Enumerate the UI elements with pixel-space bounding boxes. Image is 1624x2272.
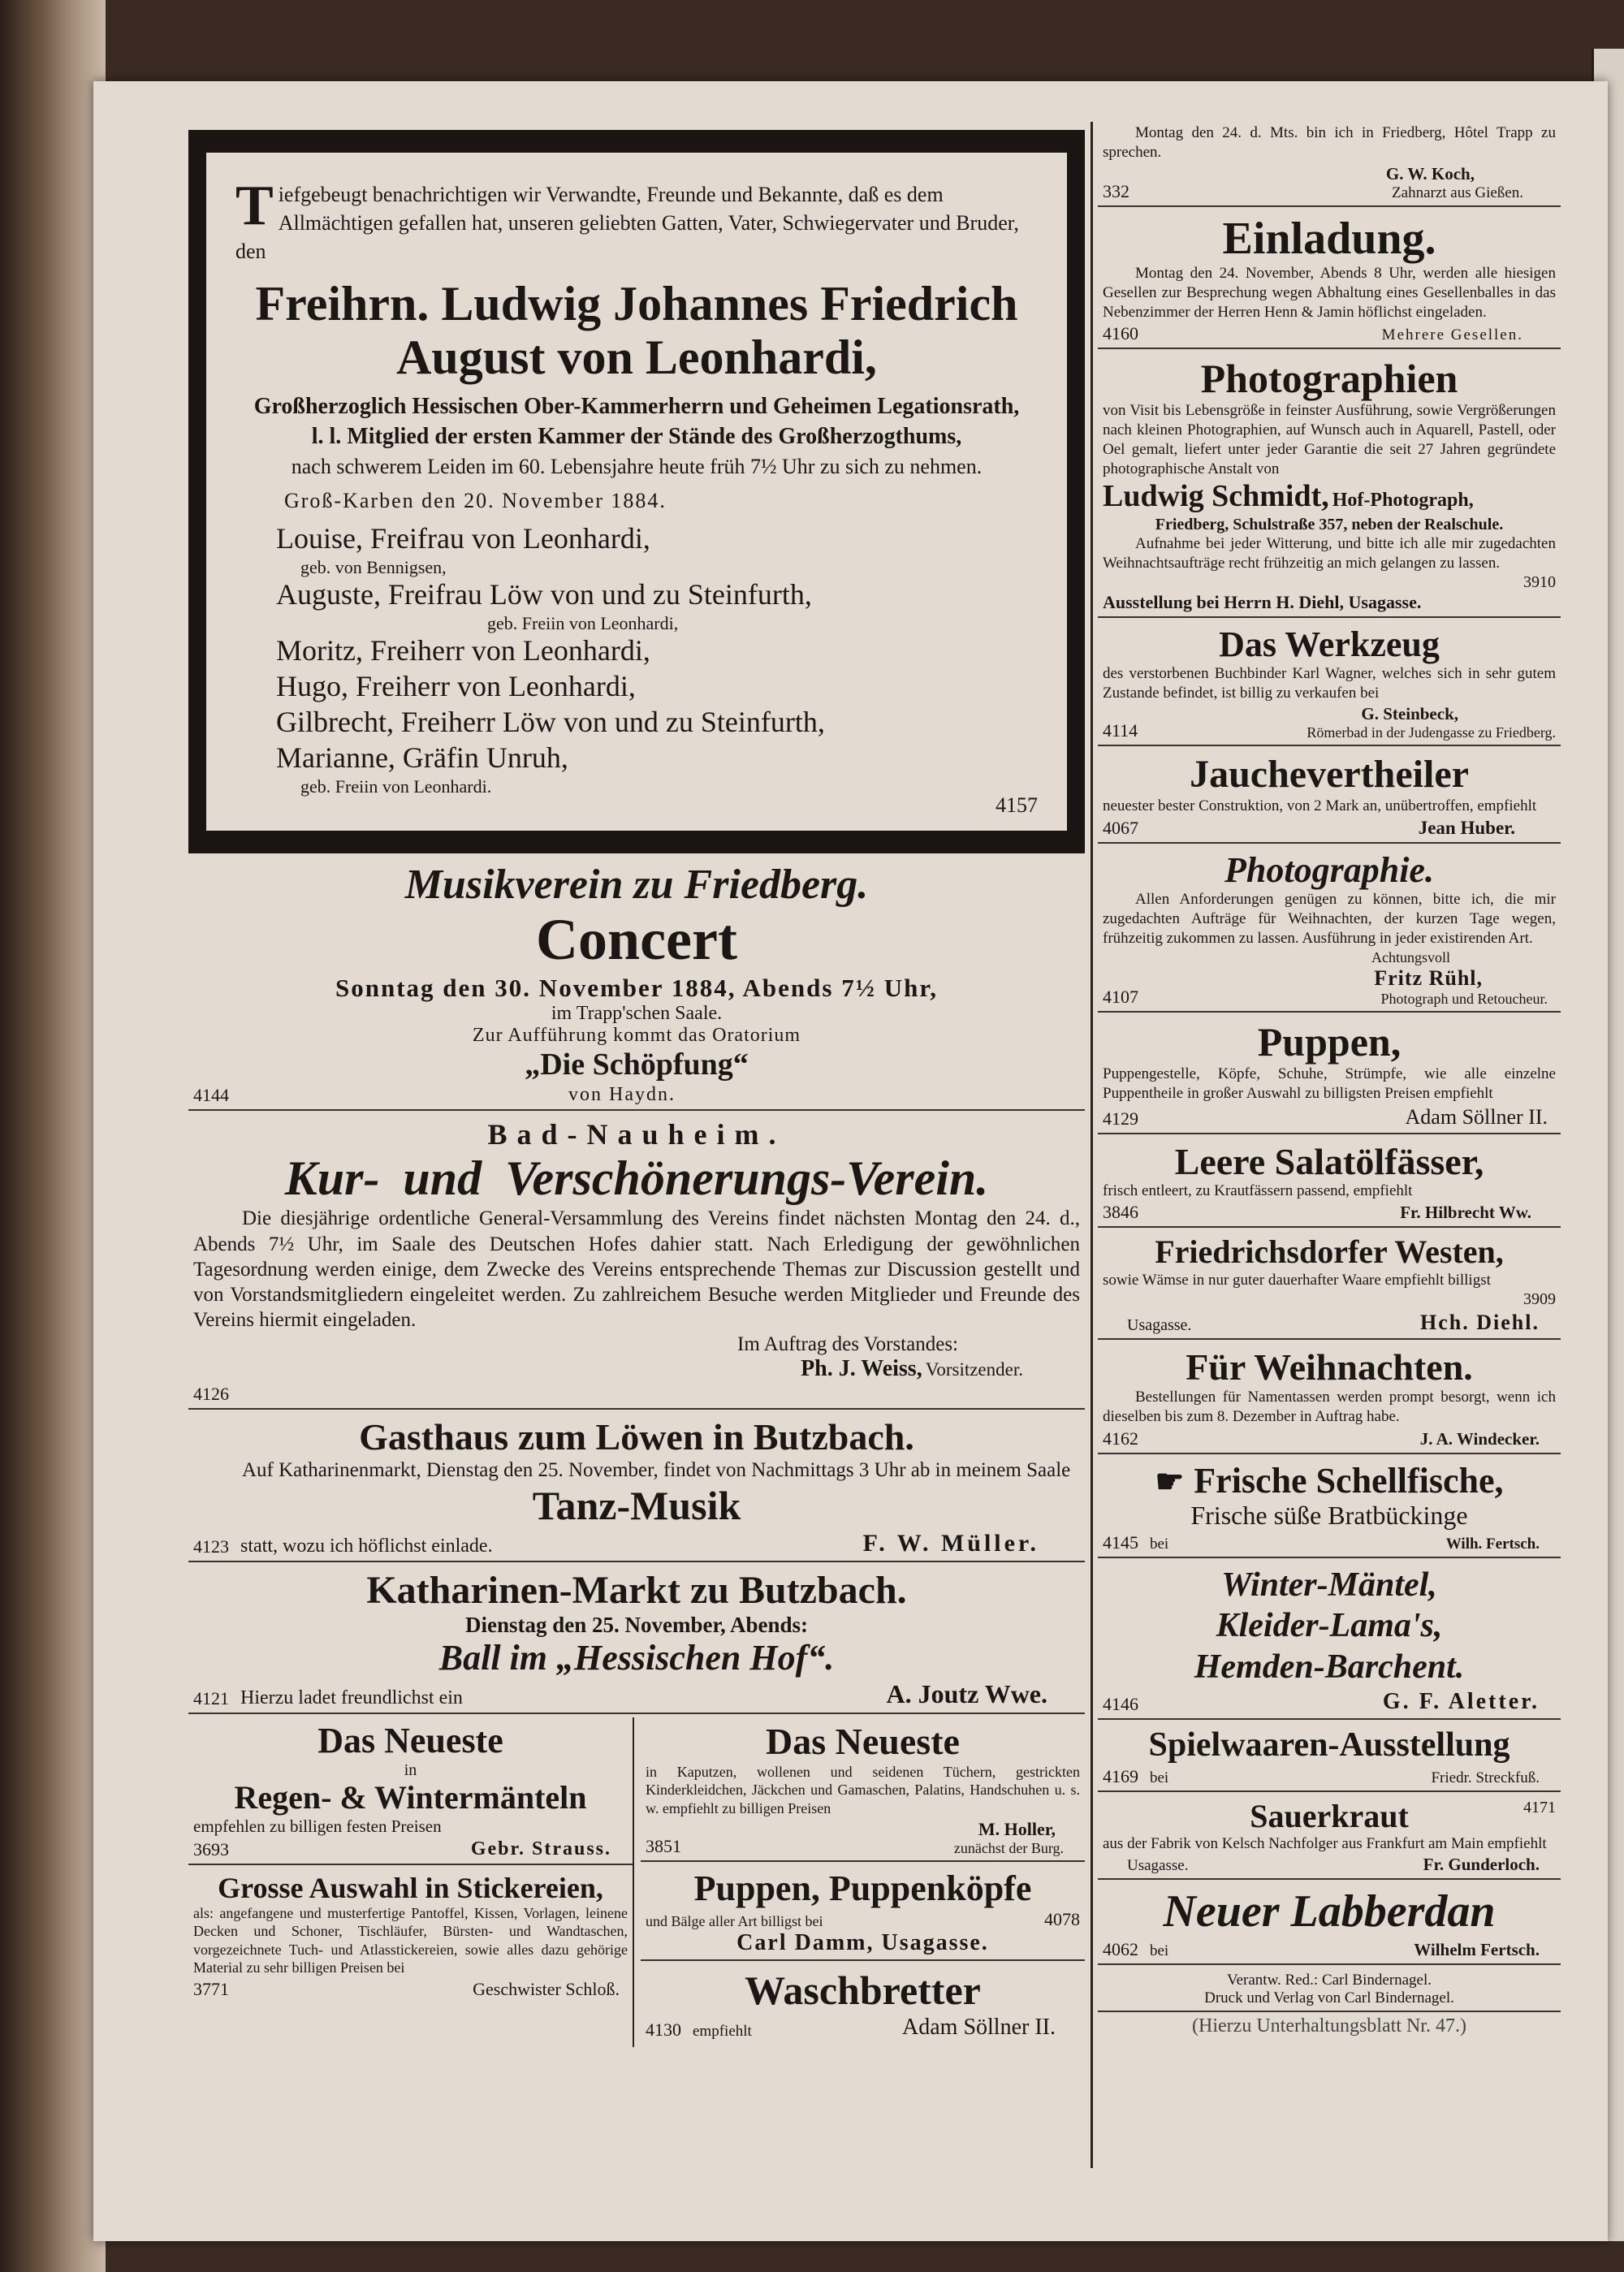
family-member: Moritz, Freiherr von Leonhardi, — [276, 634, 650, 667]
ad-photographie — [1098, 847, 1561, 1013]
body: und Bälge aller Art billigst bei — [646, 1912, 823, 1929]
ad-number: 4162 — [1103, 1428, 1138, 1449]
closing-line — [240, 1679, 1080, 1709]
right-column — [1098, 120, 1561, 2037]
footer-left — [1103, 1532, 1168, 1553]
ad-footer — [1103, 949, 1556, 1008]
signer: Friedr. Streckfuß. — [1431, 1769, 1540, 1787]
obituary-notice — [188, 130, 1085, 853]
footer-right — [1199, 1855, 1556, 1875]
body: Aufnahme bei jeder Witterung, und bitte ich alle mir zugedachten Weihnachtsaufträge recht frühzeitig an mich gelangen zu lassen. — [1103, 535, 1556, 572]
ad-number: 4171 — [1523, 1799, 1556, 1817]
ad-footer — [193, 1530, 1080, 1557]
footer-right — [1180, 1769, 1556, 1787]
ad-footer — [1103, 1105, 1556, 1130]
line: Hemden-Barchent. — [1194, 1648, 1465, 1686]
footer-left — [1103, 1202, 1138, 1223]
ad-holler — [641, 1717, 1085, 1862]
deceased-name-1: Freihrn. Ludwig Johannes Friedrich — [255, 277, 1018, 331]
greeting: Achtungsvoll — [1371, 949, 1450, 966]
body: von Visit bis Lebensgröße in feinster Ausführung, sowie Vergrößerungen nach kleinen Photographien, auf Wunsch auch in Aquarell, Pastell, oder Oel gemalt, liefert unter jeder Garantie die seit 27 Jahren gegründete photographische Anstalt von — [1103, 402, 1556, 477]
bottom-subcolumns — [188, 1717, 1085, 2046]
body: aus der Fabrik von Kelsch Nachfolger aus Frankfurt am Main empfiehlt — [1103, 1834, 1547, 1852]
closing: statt, wozu ich höflichst einlade. — [240, 1536, 493, 1557]
ad-gasthaus-loewen — [188, 1413, 1085, 1563]
ad-number: 3851 — [646, 1836, 681, 1857]
heading: Ball im „Hessischen Hof“. — [438, 1638, 835, 1678]
date: Sonntag den 30. November 1884, Abends 7½ Uhr, — [335, 974, 938, 1003]
signer: Adam Söllner II. — [902, 2014, 1056, 2040]
ad-number: 4078 — [1044, 1908, 1080, 1929]
ad-strauss — [188, 1717, 633, 1864]
ad-footer — [646, 1819, 1080, 1857]
footer-right — [240, 1530, 1080, 1557]
footer-left — [1103, 181, 1129, 202]
ad-number: 4130 — [646, 2019, 681, 2040]
ad-damm — [641, 1865, 1085, 1960]
signer: Carl Damm, Usagasse. — [736, 1929, 989, 1955]
body: Montag den 24. November, Abends 8 Uhr, werden alle hiesigen Gesellen zur Besprechung wegen Abhaltung eines Gesellenballes in das Nebenzimmer der Herren Henn & Jamin höflichst eingeladen. — [1103, 265, 1556, 321]
ad-stickereien — [188, 1868, 633, 2003]
footer-right — [240, 1084, 1004, 1106]
imprint-editor: Verantw. Red.: Carl Bindernagel. — [1226, 1971, 1432, 1989]
family-member: Auguste, Freifrau Löw von und zu Steinfurth, — [276, 578, 812, 611]
heading: Leere Salatölfässer, — [1174, 1140, 1484, 1182]
footer-left — [1103, 1857, 1188, 1875]
body: als: angefangene und musterfertige Pantoffel, Kissen, Vorlagen, leinene Decken und Schoner, Tischläufer, Bürsten- und Wandtaschen, vorgezeichnete Tuch- und Atlasstickereien, sowie alles dazu gehörige Material zu sehr billigen Preisen bei — [193, 1904, 628, 1976]
ad-footer — [1103, 1939, 1556, 1960]
death-line: nach schwerem Leiden im 60. Lebensjahre heute früh 7½ Uhr zu sich zu nehmen. — [291, 455, 983, 479]
closing-line — [240, 1530, 1080, 1557]
footer-right — [763, 2015, 1080, 2041]
deceased-name-2: August von Leonhardi, — [396, 330, 877, 385]
ad-westen — [1098, 1231, 1561, 1340]
signer-line — [193, 1356, 1023, 1382]
heading: Grosse Auswahl in Stickereien, — [218, 1871, 603, 1904]
heading: Musikverein zu Friedberg. — [404, 862, 869, 909]
body: Allen Anforderungen genügen zu können, bitte ich, die mir zugedachten Aufträge für Weihnachten, der kurzen Tage wegen, frühzeitig zukommen zu lassen. Ausführung in jeder existirenden Art. — [1103, 891, 1556, 947]
footer-left — [646, 2019, 752, 2041]
work: „Die Schöpfung“ — [525, 1047, 749, 1082]
ad-number: 4145 — [1103, 1531, 1138, 1553]
ad-footer — [1103, 1202, 1556, 1223]
footer-right — [1180, 1536, 1556, 1553]
signer: Fr. Hilbrecht Ww. — [1400, 1203, 1531, 1223]
footer-left — [1103, 323, 1138, 344]
family-member-nee: geb. Freiin von Leonhardi, — [487, 613, 679, 634]
footer-left — [193, 1384, 229, 1405]
signer: G. W. Koch, — [1385, 163, 1475, 184]
left-column — [188, 130, 1085, 2050]
prefix: bei — [1150, 1942, 1169, 1959]
ad-musikverein — [188, 858, 1085, 1111]
heading-line — [1103, 1461, 1556, 1501]
place: Bad-Nauheim. — [487, 1118, 786, 1151]
ad-salatoel — [1098, 1138, 1561, 1229]
address: Friedberg, Schulstraße 357, neben der Realschule. — [1155, 516, 1504, 534]
line: Winter-Mäntel, — [1221, 1566, 1437, 1604]
signer: J. A. Windecker. — [1419, 1428, 1540, 1449]
ad-footer — [1103, 1766, 1556, 1787]
footer-left — [193, 1085, 229, 1106]
ad-number: 4062 — [1103, 1938, 1138, 1959]
ad-number: 4157 — [996, 793, 1038, 818]
family-list — [235, 521, 1038, 797]
deceased-title-2: l. l. Mitglied der ersten Kammer der Stände des Großherzogthums, — [311, 423, 962, 449]
heading: Sauerkraut — [1250, 1798, 1409, 1835]
ad-waschbretter — [641, 1964, 1085, 2044]
ad-number: 4123 — [193, 1536, 229, 1557]
heading: Puppen, — [1257, 1019, 1402, 1065]
signer: Geschwister Schloß. — [473, 1978, 620, 1999]
ad-number: 4067 — [1103, 817, 1138, 838]
footer-left — [1103, 1766, 1168, 1787]
ad-number: 4160 — [1103, 323, 1138, 344]
photographer-name: Ludwig Schmidt, — [1103, 479, 1329, 514]
body: Auf Katharinenmarkt, Dienstag den 25. November, findet von Nachmittags 3 Uhr ab in meinem Saale — [242, 1459, 1071, 1482]
auftrag: Im Auftrag des Vorstandes: — [737, 1333, 958, 1355]
ad-schellfische — [1098, 1458, 1561, 1558]
heading: Photographie. — [1224, 849, 1434, 890]
ad-number: 3846 — [1103, 1202, 1138, 1223]
footer-left — [646, 1836, 681, 1857]
ad-number: 4169 — [1103, 1766, 1138, 1787]
ad-spielwaaren — [1098, 1723, 1561, 1792]
book-edge — [0, 0, 106, 2272]
footer-right — [1149, 704, 1556, 741]
signer: Fritz Rühl, — [1374, 966, 1483, 991]
footer-right — [1150, 326, 1556, 344]
signer-role: Photograph und Retoucheur. — [1380, 991, 1548, 1008]
imprint-publisher: Druck und Verlag von Carl Bindernagel. — [1204, 1989, 1454, 2006]
footer-right — [240, 1679, 1080, 1709]
ad-einladung — [1098, 210, 1561, 350]
heading: Neuer Labberdan — [1163, 1885, 1496, 1937]
footer-left — [1103, 1694, 1138, 1715]
footer-right — [1150, 1105, 1556, 1130]
ad-photographien — [1098, 352, 1561, 617]
ad-footer — [1103, 164, 1556, 202]
footer-right — [1150, 949, 1556, 1008]
heading: Photographien — [1200, 356, 1458, 402]
family-member: Marianne, Gräfin Unruh, — [276, 741, 568, 775]
heading: Einladung. — [1222, 213, 1436, 264]
heading: Waschbretter — [745, 1967, 981, 2013]
column-divider — [1091, 122, 1093, 2168]
ad-verschoenerungsverein — [188, 1114, 1085, 1409]
ad-number: 3910 — [1523, 572, 1556, 591]
footer-left — [1103, 1939, 1168, 1960]
ad-number: 4146 — [1103, 1694, 1138, 1715]
heading: Jauchevertheiler — [1190, 753, 1469, 797]
ad-footer — [193, 1979, 628, 2000]
footer-right — [1141, 164, 1556, 202]
ad-footer — [1103, 1311, 1556, 1335]
prefix: bei — [1150, 1535, 1169, 1553]
ad-footer — [193, 1838, 628, 1860]
footer-left — [1103, 987, 1138, 1008]
body: frisch entleert, zu Krautfässern passend, empfiehlt — [1103, 1182, 1413, 1200]
body: in Kaputzen, wollenen und seidenen Tüchern, gestrickten Kinderkleidchen, Jäckchen und Gamaschen, Palatins, Handschuhen u. s. w. empfiehlt zu billigen Preisen — [646, 1763, 1080, 1816]
ad-puppen — [1098, 1016, 1561, 1134]
line: Kleider-Lama's, — [1216, 1607, 1443, 1645]
pointing-hand-icon: ☛ — [1155, 1462, 1185, 1500]
signer: Hch. Diehl. — [1420, 1310, 1540, 1334]
heading-line — [1103, 1799, 1556, 1835]
signer: Wilhelm Fertsch. — [1414, 1939, 1540, 1959]
ad-jauchevertheiler — [1098, 749, 1561, 844]
footer-right — [240, 1979, 628, 2000]
footer-right — [1203, 1311, 1556, 1335]
signer: Jean Huber. — [1418, 817, 1515, 838]
photographer-name-line — [1103, 478, 1556, 516]
body: Montag den 24. d. Mts. bin ich in Friedberg, Hôtel Trapp zu sprechen. — [1103, 124, 1556, 161]
signer: Adam Söllner II. — [1405, 1104, 1548, 1129]
prefix: empfiehlt — [693, 2022, 752, 2040]
signer: Gebr. Strauss. — [470, 1838, 611, 1859]
subcolumn-right — [633, 1717, 1085, 2046]
heading: Spielwaaren-Ausstellung — [1148, 1726, 1510, 1764]
footer-right — [1150, 1203, 1556, 1223]
footer-left — [193, 1536, 229, 1557]
heading: Gasthaus zum Löwen in Butzbach. — [359, 1415, 914, 1458]
footer-right — [1150, 818, 1556, 839]
ad-number: 4144 — [193, 1085, 229, 1106]
body-line — [646, 1909, 1080, 1930]
heading: Friedrichsdorfer Westen, — [1155, 1233, 1504, 1271]
ad-footer — [1103, 1532, 1556, 1553]
ad-footer — [193, 1679, 1080, 1709]
heading: Concert — [536, 906, 737, 972]
footer-left — [193, 1688, 229, 1709]
heading: Katharinen-Markt zu Butzbach. — [366, 1569, 907, 1613]
ad-footer — [193, 1084, 1080, 1106]
subcolumn-left — [188, 1717, 633, 2046]
prefix: bei — [1150, 1769, 1169, 1787]
ad-werkzeug — [1098, 621, 1561, 747]
deceased-title-1: Großherzoglich Hessischen Ober-Kammerherrn und Geheimen Legationsrath, — [253, 394, 1020, 420]
heading: Kur- und Verschönerungs-Verein. — [284, 1151, 989, 1206]
heading: Das Neueste — [317, 1721, 503, 1761]
closing: Hierzu ladet freundlichst ein — [240, 1687, 463, 1709]
signer: F. W. Müller. — [862, 1530, 1039, 1557]
footer-right — [693, 1819, 1080, 1857]
family-member: Louise, Freifrau von Leonhardi, — [276, 522, 650, 555]
family-member-nee: geb. Freiin von Leonhardi. — [300, 776, 492, 797]
ad-labberdan — [1098, 1883, 1561, 1965]
footer-left — [1103, 1316, 1191, 1335]
footer-left — [1103, 1108, 1138, 1130]
ad-footer — [646, 2015, 1080, 2041]
ad-number: 4121 — [193, 1688, 229, 1709]
footer-right — [1180, 1940, 1556, 1960]
composer: von Haydn. — [568, 1084, 676, 1106]
body: des verstorbenen Buchbinder Karl Wagner, welches sich in sehr gutem Zustande befindet, ist billig zu verkaufen bei — [1103, 664, 1556, 702]
footer-left — [1103, 720, 1138, 741]
heading: Frische Schellfische, — [1194, 1460, 1504, 1501]
supplement-note: (Hierzu Unterhaltungsblatt Nr. 47.) — [1192, 2015, 1466, 2037]
heading: Tanz-Musik — [532, 1483, 741, 1529]
ad-footer — [1103, 1428, 1556, 1449]
body: empfehlen zu billigen festen Preisen — [193, 1816, 442, 1836]
ad-number: 4129 — [1103, 1108, 1138, 1129]
ad-number: 3693 — [193, 1838, 229, 1859]
family-member: Hugo, Freiherr von Leonhardi, — [276, 670, 636, 703]
ad-footer — [1103, 704, 1556, 741]
ad-katharinenmarkt — [188, 1566, 1085, 1714]
in: in — [404, 1760, 417, 1779]
body: Bestellungen für Namentassen werden prompt besorgt, wenn ich dieselben bis zum 8. Dezember in Auftrag habe. — [1103, 1389, 1556, 1426]
heading: Das Werkzeug — [1219, 624, 1440, 664]
signer: Fr. Gunderloch. — [1423, 1854, 1540, 1874]
heading: Puppen, Puppenköpfe — [693, 1868, 1032, 1909]
footer-right — [1150, 1689, 1556, 1715]
signer: G. Steinbeck, — [1361, 704, 1458, 724]
footer-right — [1150, 1429, 1556, 1449]
signer: A. Joutz Wwe. — [886, 1679, 1047, 1709]
body: Puppengestelle, Köpfe, Schuhe, Strümpfe, wie alle einzelne Puppentheile in großer Auswahl zu billigsten Preisen empfiehlt — [1103, 1065, 1556, 1103]
ad-footer — [1103, 818, 1556, 839]
family-member-nee: geb. von Bennigsen, — [300, 556, 447, 577]
footer-left — [193, 1839, 229, 1860]
ad-weihnachten — [1098, 1343, 1561, 1454]
address: Usagasse. — [1127, 1315, 1192, 1334]
ad-number: 3909 — [1523, 1289, 1556, 1308]
signer: M. Holler, — [978, 1819, 1056, 1840]
body: sowie Wämse in nur guter dauerhafter Waare empfiehlt billigst — [1103, 1272, 1491, 1289]
signer: G. F. Aletter. — [1382, 1689, 1540, 1715]
footer-left — [1103, 1428, 1138, 1449]
photographer-role: Hof-Photograph, — [1332, 490, 1474, 512]
ad-number: 4126 — [193, 1383, 229, 1404]
place-date: Groß-Karben den 20. November 1884. — [284, 489, 667, 513]
obituary-intro: iefgebeugt benachrichtigen wir Verwandte, Freunde und Bekannte, daß es dem Allmächtigen gefallen hat, unseren geliebten Gatten, Vater, Schwiegervater und Bruder, den — [235, 183, 1019, 264]
signer-role: Vorsitzender. — [925, 1358, 1023, 1380]
signer-address: zunächst der Burg. — [953, 1840, 1064, 1857]
ad-footer — [1103, 1689, 1556, 1715]
ad-number: 4107 — [1103, 987, 1138, 1008]
ad-number: 4114 — [1103, 720, 1138, 741]
footer-left — [193, 1979, 229, 2000]
signer: Mehrere Gesellen. — [1381, 326, 1523, 344]
ad-imprint — [1098, 1968, 1561, 2012]
signer: Wilh. Fertsch. — [1445, 1535, 1540, 1553]
heading: Regen- & Wintermänteln — [234, 1778, 587, 1816]
address: Usagasse. — [1127, 1856, 1189, 1874]
ad-maentel — [1098, 1561, 1561, 1720]
ad-footer — [1103, 323, 1556, 344]
date: Dienstag den 25. November, Abends: — [464, 1613, 809, 1638]
family-member: Gilbrecht, Freiherr Löw von und zu Steinfurth, — [276, 706, 825, 739]
heading: Das Neueste — [766, 1721, 960, 1763]
ad-number: 3771 — [193, 1978, 229, 1999]
body: neuester bester Construktion, von 2 Mark an, unübertroffen, empfiehlt — [1103, 797, 1537, 815]
signer: Ph. J. Weiss, — [801, 1355, 922, 1381]
line: Zur Aufführung kommt das Oratorium — [472, 1025, 801, 1047]
subheading: Frische süße Bratbückinge — [1190, 1501, 1468, 1531]
body: Die diesjährige ordentliche General-Versammlung des Vereins findet nächsten Montag den 24. d., Abends 7½ Uhr, im Saale des Deutschen Hofes dahier statt. Nach Erledigung der gewöhnlichen Tagesordnung werden einige, dem Zwecke des Vereins entsprechende Themas zur Discussion gestellt und von Vorstandsmitgliedern eingeleitet werden. Zu zahlreichem Besuche werden Mitglieder und Freunde des Vereins hiermit eingeladen. — [193, 1207, 1080, 1332]
ad-koch — [1098, 120, 1561, 207]
venue: im Trapp'schen Saale. — [551, 1003, 723, 1025]
footer-left — [1103, 818, 1138, 839]
drop-cap: T — [235, 175, 274, 237]
ad-footer — [193, 1384, 1080, 1405]
exhibit-note: Ausstellung bei Herrn H. Diehl, Usagasse. — [1103, 591, 1422, 612]
ad-sauerkraut — [1098, 1795, 1561, 1880]
signer-role: Zahnarzt aus Gießen. — [1392, 184, 1523, 201]
ad-footer — [1103, 1855, 1556, 1875]
heading: Für Weihnachten. — [1186, 1345, 1473, 1388]
ad-number: 332 — [1103, 180, 1129, 201]
footer-right — [240, 1838, 628, 1860]
signer-address: Römerbad in der Judengasse zu Friedberg. — [1307, 724, 1556, 741]
